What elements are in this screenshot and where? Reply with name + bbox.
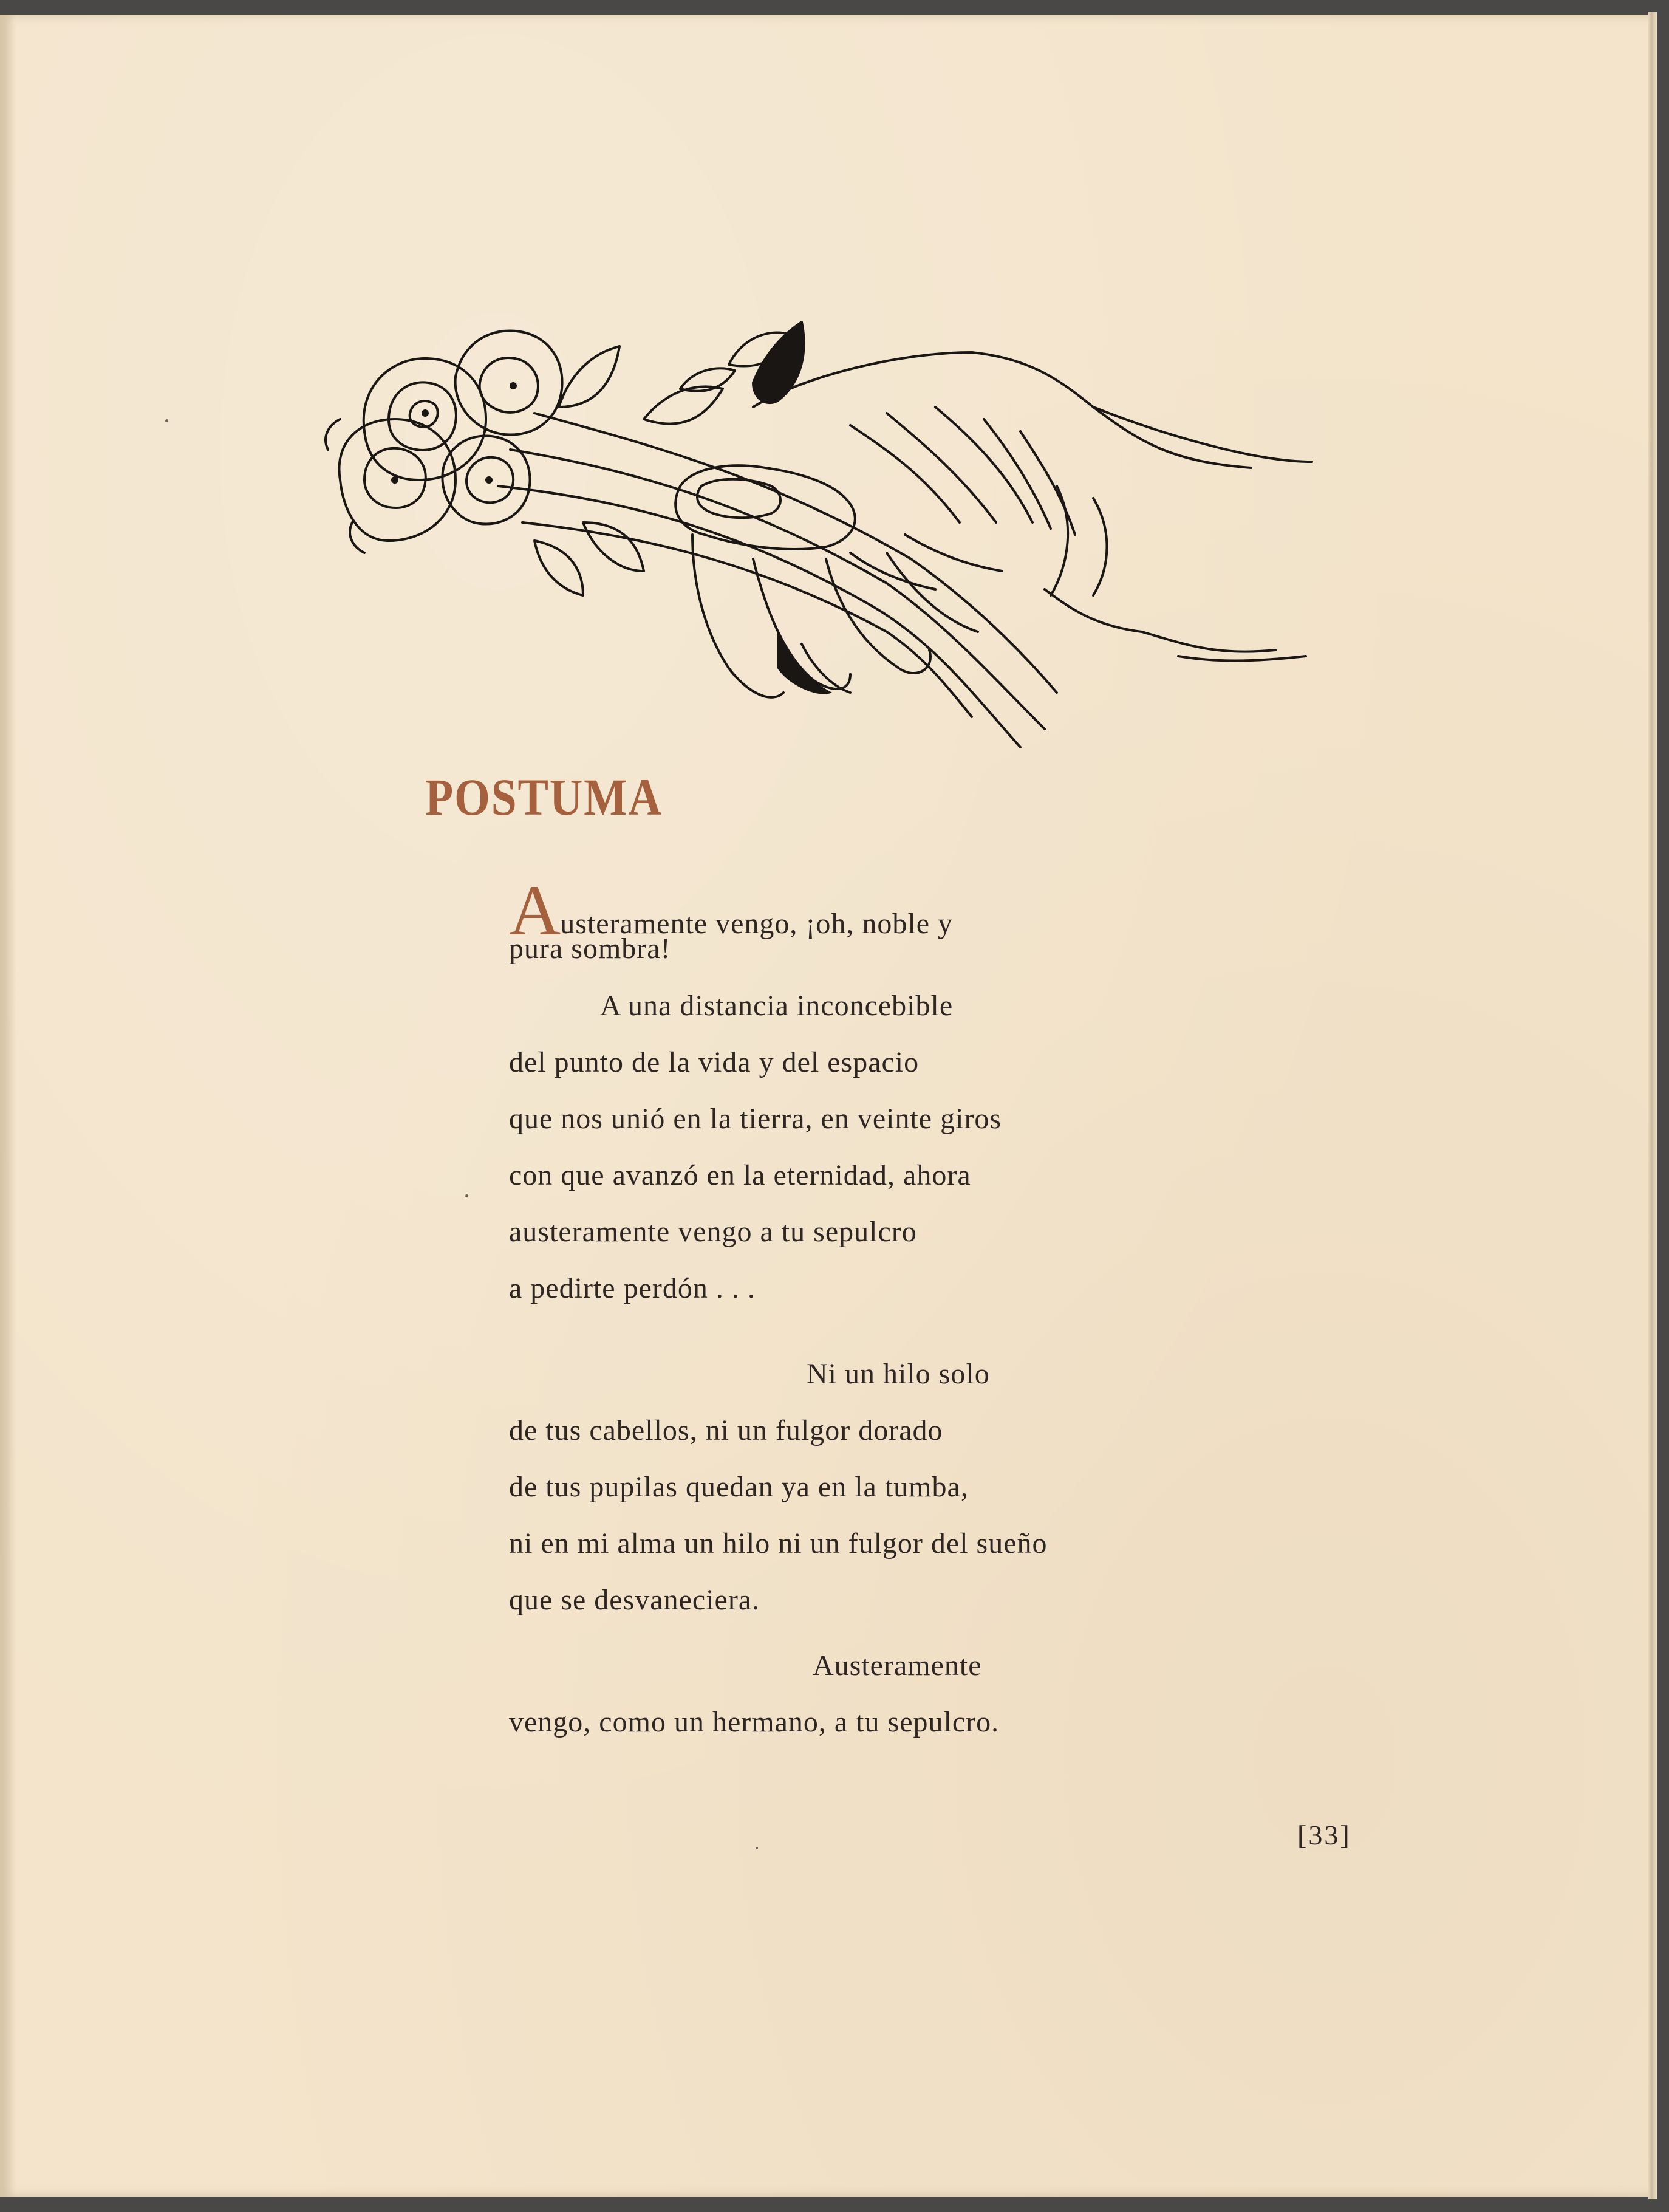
paper-speck [756, 1847, 758, 1849]
poem-line-5: que nos unió en la tierra, en veinte giros [509, 1103, 1002, 1135]
paper-speck [165, 419, 168, 422]
poem-line-15: vengo, como un hermano, a tu sepulcro. [509, 1706, 1000, 1738]
poem-line-4: del punto de la vida y del espacio [509, 1046, 920, 1078]
page-number: [33] [1297, 1820, 1351, 1851]
poem-line-13: que se desvaneciera. [509, 1584, 760, 1616]
poem-line-6: con que avanzó en la eternidad, ahora [509, 1159, 971, 1191]
page-edge [1648, 12, 1657, 2199]
poem-line-text: usteramente vengo, ¡oh, noble y [560, 908, 954, 940]
paper-speck [465, 1194, 468, 1197]
poem-title: POSTUMA [425, 768, 663, 826]
poem-line-8: a pedirte perdón . . . [509, 1272, 756, 1304]
drop-cap: A [509, 871, 562, 950]
poem-line-12: ni en mi alma un hilo ni un fulgor del sueño [509, 1527, 1048, 1560]
poem-line-11: de tus pupilas quedan ya en la tumba, [509, 1471, 969, 1503]
poem-line-2: pura sombra! [509, 933, 671, 965]
poem-line-9: Ni un hilo solo [807, 1358, 990, 1390]
poem-line-7: austeramente vengo a tu sepulcro [509, 1216, 917, 1248]
poem-line-3: A una distancia inconcebible [600, 990, 954, 1022]
page-gutter [0, 15, 16, 2197]
hand-holding-roses-icon [304, 267, 1324, 778]
poem-line-14: Austeramente [813, 1649, 982, 1682]
poem-line-10: de tus cabellos, ni un fulgor dorado [509, 1414, 943, 1447]
